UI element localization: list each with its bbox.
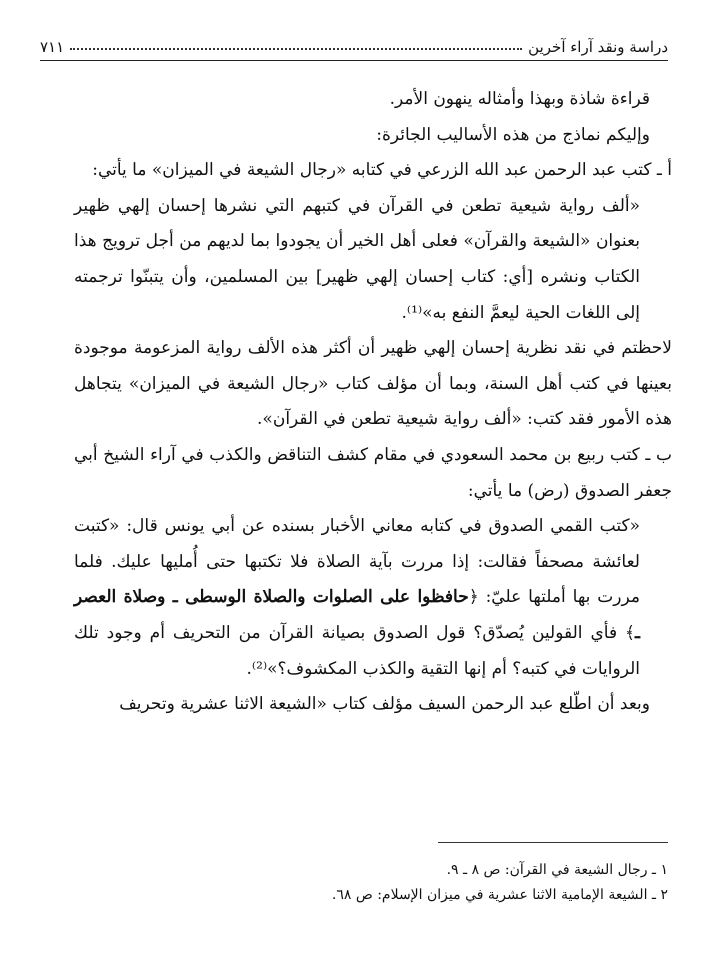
footnotes bbox=[80, 858, 668, 908]
main-text bbox=[74, 82, 672, 723]
header-title: دراسة ونقد آراء آخرين bbox=[528, 38, 668, 56]
footnote-1: ١ ـ رجال الشيعة في القرآن: ص ٨ ـ ٩. bbox=[446, 862, 668, 878]
paragraph-example-b: ب ـ كتب ربيع بن محمد السعودي في مقام كشف التناقض والكذب في آراء الشيخ أبي جعفر الصدوق (رض) ما يأتي: bbox=[74, 444, 672, 501]
quranic-verse: حافظوا على الصلوات والصلاة الوسطى ـ وصلاة العصر ـ bbox=[74, 587, 640, 643]
paragraph-2: وإليكم نماذج من هذه الأساليب الجائرة: bbox=[376, 124, 650, 145]
footnote-2: ٢ ـ الشيعة الإمامية الاثنا عشرية في ميزان الإسلام: ص ٦٨. bbox=[331, 887, 668, 903]
quote-2 bbox=[74, 509, 672, 687]
paragraph-last: وبعد أن اطّلع عبد الرحمن السيف مؤلف كتاب «الشيعة الاثنا عشرية وتحريف bbox=[119, 694, 650, 715]
paragraph-example-a: أ ـ كتب عبد الرحمن عبد الله الزرعي في كتابه «رجال الشيعة في الميزان» ما يأتي: bbox=[92, 160, 672, 181]
running-header bbox=[40, 26, 668, 56]
page-number: ٧١١ bbox=[40, 38, 65, 56]
quote-2-part-b: ﴾ فأي القولين يُصدّق؟ قول الصدوق بصيانة القرآن من التحريف أم وجود تلك الروايات في كتبه؟ أم إنها التقية والكذب المكشوف؟»⁽²⁾. bbox=[74, 622, 640, 679]
footnote-rule bbox=[438, 842, 668, 843]
paragraph-commentary: لاحظتم في نقد نظرية إحسان إلهي ظهير أن أكثر هذه الألف رواية المزعومة موجودة بعينها في كتب أهل السنة، وبما أن مؤلف كتاب «رجال الشيعة في الميزان» يتجاهل هذه الأمور فقد كتب: «ألف رواية شيعية تطعن في القرآن». bbox=[74, 338, 672, 430]
quote-1: «ألف رواية شيعية تطعن في القرآن في كتبهم التي نشرها إحسان إلهي ظهير بعنوان «الشيعة والقرآن» فعلى أهل الخير أن يجودوا بما لديهم من أجل ترويج هذا الكتاب ونشره [أي: كتاب إحسان إلهي ظهير] بين المسلمين، وأن يتبنّوا ترجمته إلى اللغات الحية ليعمَّ النفع به»⁽¹⁾. bbox=[74, 195, 640, 323]
header-rule bbox=[40, 60, 668, 61]
paragraph-1: قراءة شاذة وبهذا وأمثاله ينهون الأمر. bbox=[389, 89, 650, 109]
quote-2-part-a: «كتب القمي الصدوق في كتابه معاني الأخبار بسنده عن أبي يونس قال: «كتبت لعائشة مصحفاً فقالت: إذا مررت بآية الصلاة فلا تكتبها حتى أُمليها عليك. فلما مررت بها أملتها عليّ: ﴿ bbox=[74, 516, 640, 608]
header-dot-leader bbox=[70, 48, 522, 50]
